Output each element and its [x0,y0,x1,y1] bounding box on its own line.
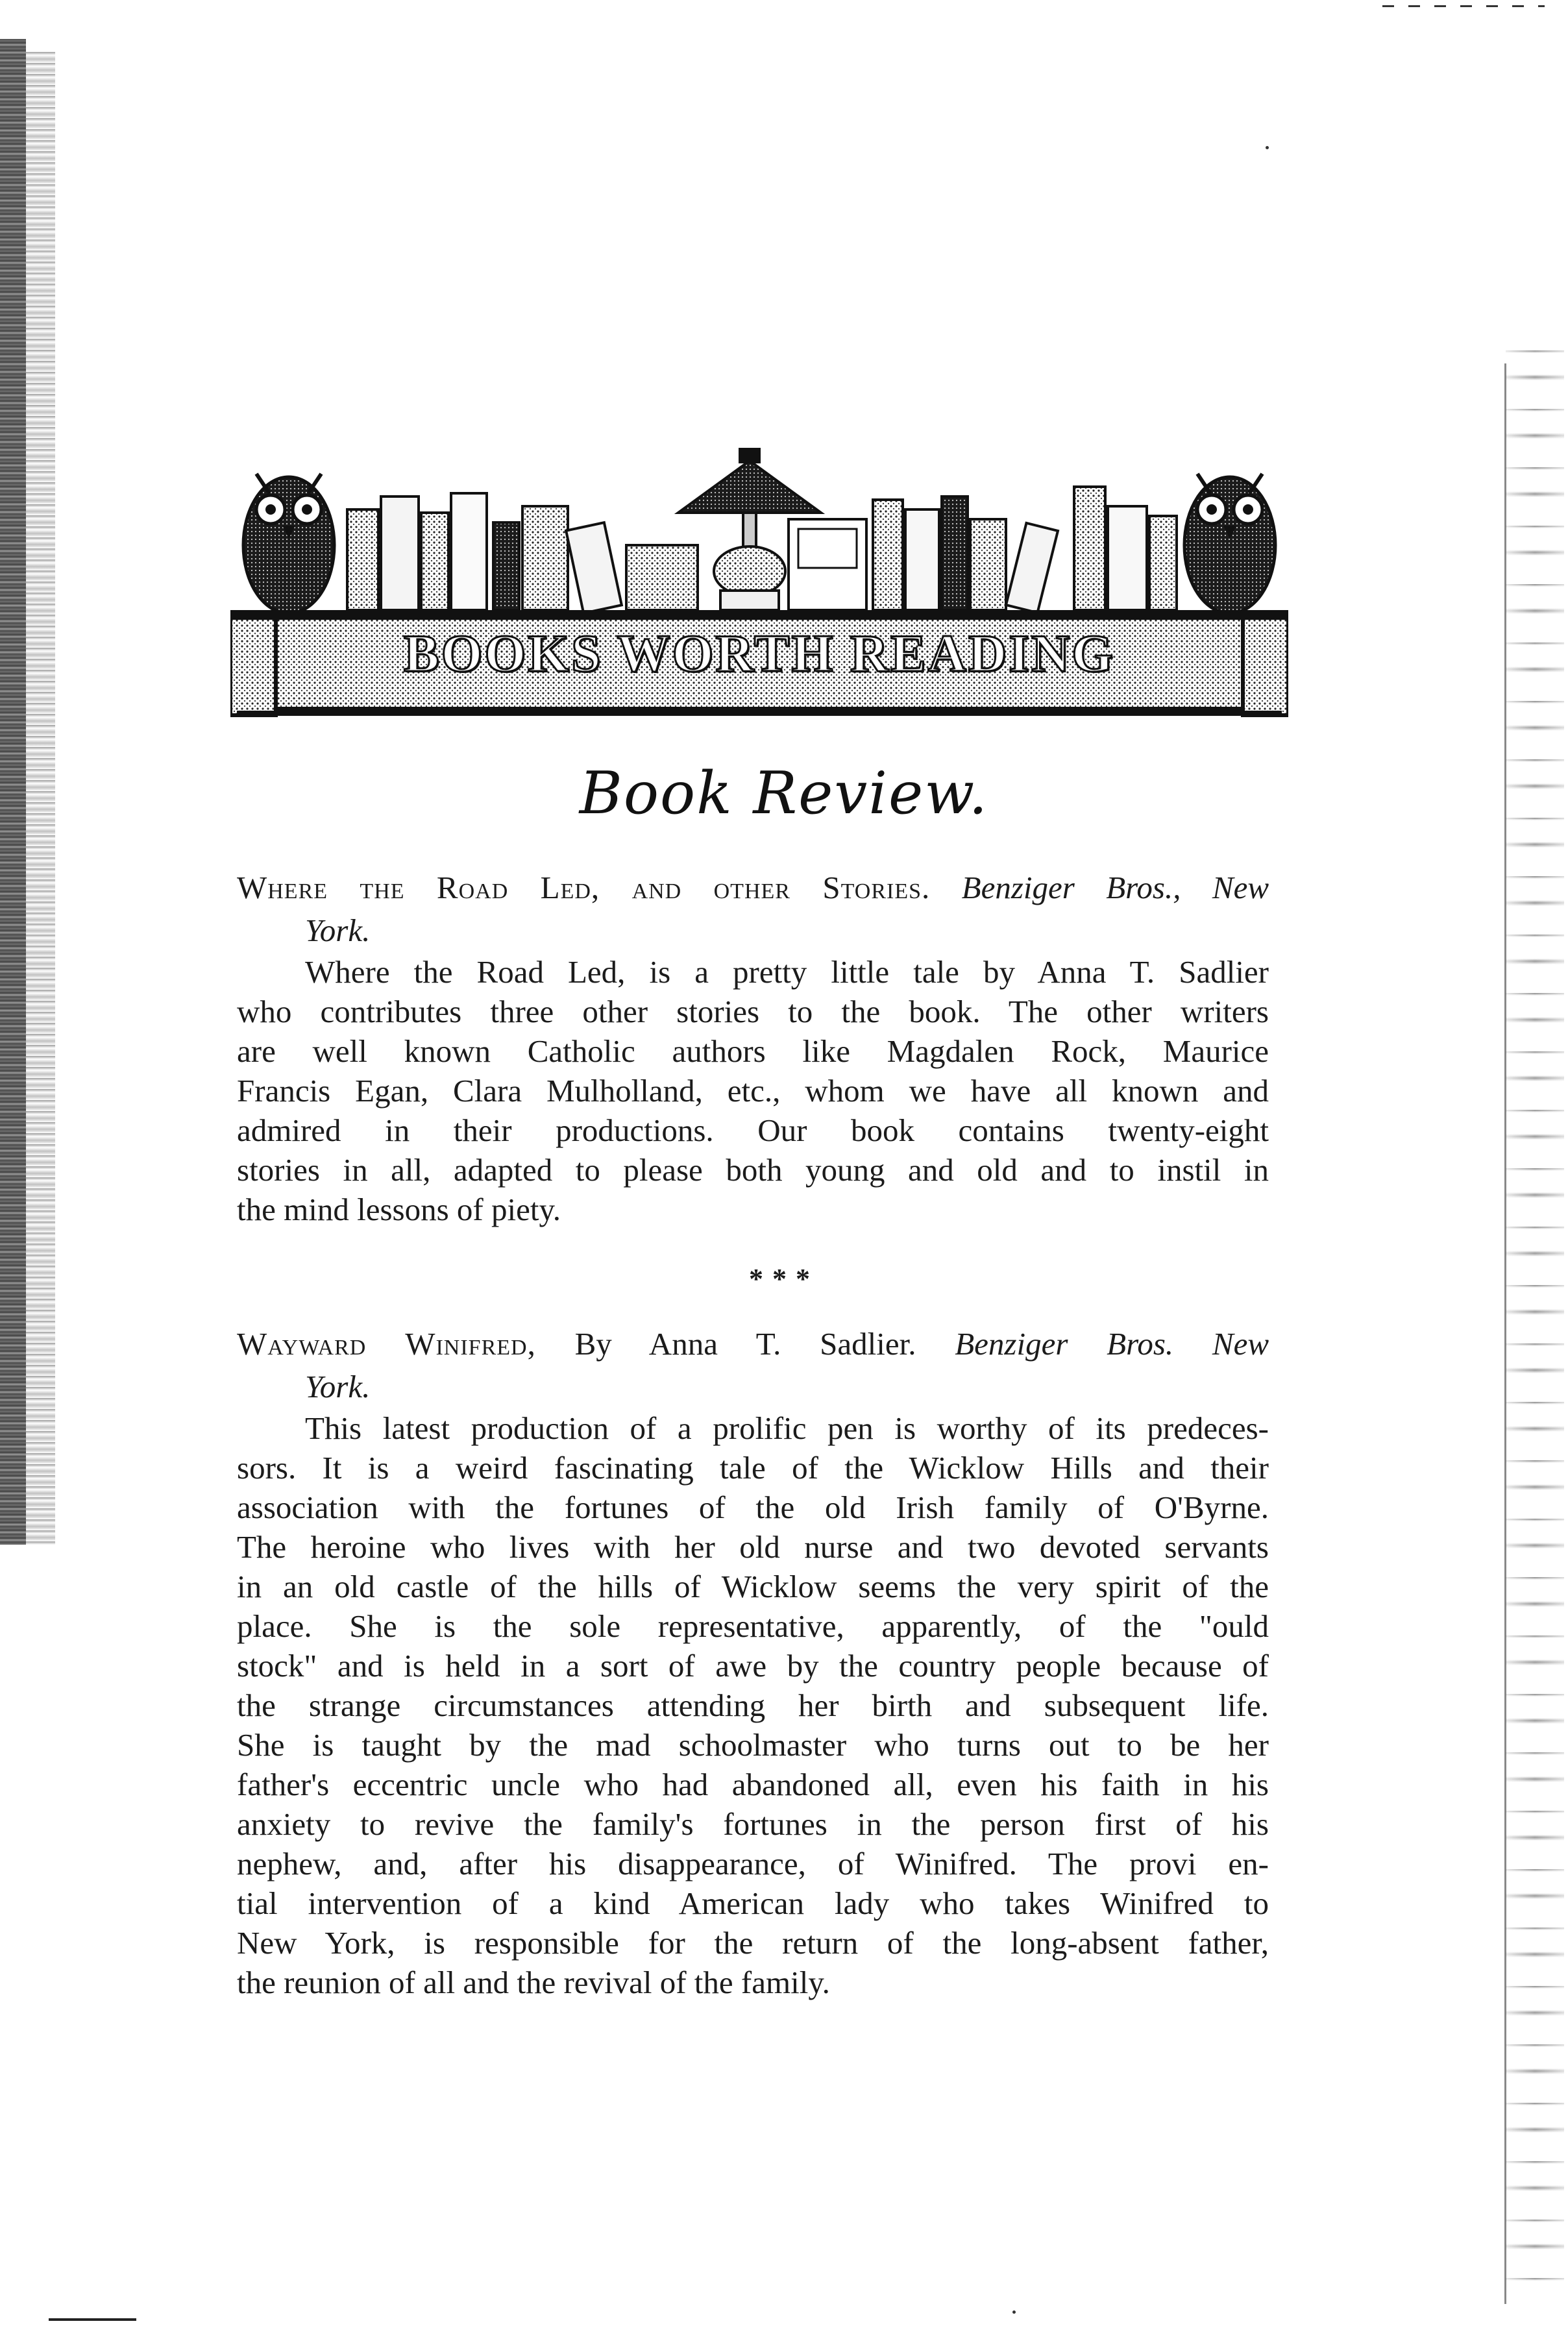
speck [1266,146,1269,149]
review-1-line: Where the Road Led, is a pretty little tale by Anna T. Sadlier [305,954,1269,990]
books-worth-reading-banner [230,448,1288,720]
review-2-line: She is taught by the mad schoolmaster who turns out to be her [237,1727,1269,1763]
review-2-line: tial intervention of a kind American lady who takes Winifred to [237,1885,1269,1921]
top-edge-marks [1382,5,1545,7]
shelf-bottom [237,711,1282,716]
review-2-line: the reunion of all and the revival of the family. [237,1965,830,2000]
review-2-line: The heroine who lives with her old nurse and two devoted servants [237,1529,1269,1565]
review-2-publisher-cont: York. [305,1369,371,1404]
review-entry-1 [237,866,1269,1229]
right-page-noise [1506,350,1564,2297]
review-1-line: who contributes three other stories to the book. The other writers [237,994,1269,1029]
review-1-line: stories in all, adapted to please both young and old and to instil in [237,1152,1269,1188]
section-separator: *** [749,1263,819,1295]
banner-title: BOOKS WORTH READING [403,624,1115,683]
review-entry-2 [237,1323,1269,2002]
review-2-line: sors. It is a weird fascinating tale of the Wicklow Hills and their [237,1450,1269,1486]
review-2-line: This latest production of a prolific pen is worthy of its predeces- [305,1410,1269,1446]
shelf-bracket-left [230,618,276,715]
review-2-line: place. She is the sole representative, apparently, of the "ould [237,1608,1269,1644]
section-heading: Book Review. [579,759,989,827]
review-2-line: New York, is responsible for the return of the long-absent father, [237,1925,1269,1961]
review-2-line: association with the fortunes of the old Irish family of O'Byrne. [237,1489,1269,1525]
review-2-heading [237,1323,1269,1366]
review-2-line: father's eccentric uncle who had abandoned all, even his faith in his [237,1767,1269,1802]
review-2-line: in an old castle of the hills of Wicklow seems the very spirit of the [237,1569,1269,1604]
review-1-line: admired in their productions. Our book contains twenty-eight [237,1112,1269,1148]
review-1-heading [237,866,1269,909]
review-1-publisher: Benziger Bros., New [961,870,1269,905]
review-2-line: anxiety to revive the family's fortunes in the person first of his [237,1806,1269,1842]
review-2-line: nephew, and, after his disappearance, of Winifred. The provi en- [237,1846,1269,1881]
review-1-line: Francis Egan, Clara Mulholland, etc., whom we have all known and [237,1073,1269,1109]
review-1-publisher-cont: York. [305,913,371,948]
review-2-line: stock" and is held in a sort of awe by the country people because of [237,1648,1269,1684]
review-2-author: By Anna T. Sadlier. [574,1326,916,1362]
right-owl-icon [1184,474,1275,613]
review-2-title: Wayward Winifred, [237,1326,536,1362]
review-1-line: are well known Catholic authors like Magdalen Rock, Maurice [237,1033,1269,1069]
review-2-publisher: Benziger Bros. New [955,1326,1269,1362]
review-2-line: the strange circumstances attending her birth and subsequent life. [237,1687,1269,1723]
shelf-bracket-right [1243,618,1288,715]
speck [1012,2310,1016,2314]
review-1-line: the mind lessons of piety. [237,1192,561,1227]
left-owl-icon [243,474,334,613]
bottom-edge-mark [49,2318,136,2321]
review-1-title: Where the Road Led, and other Stories. [237,870,931,905]
